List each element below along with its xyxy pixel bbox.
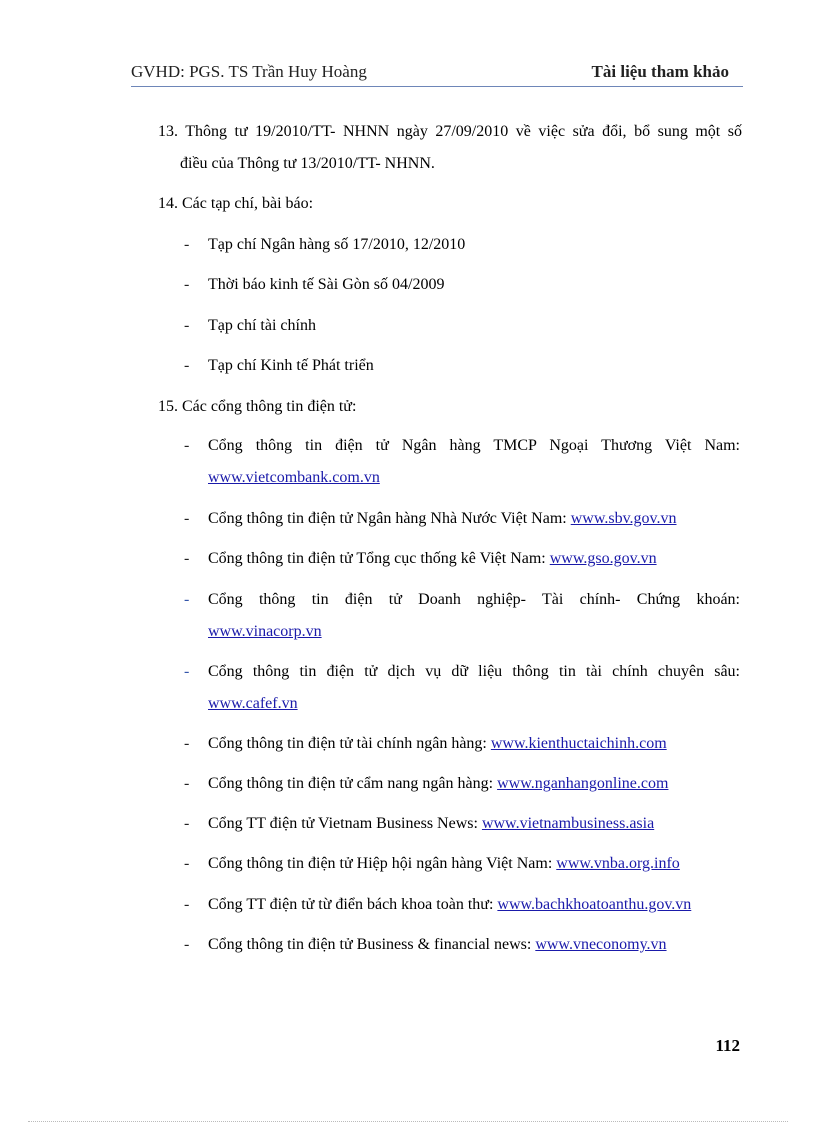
- reference-item-14: [158, 194, 742, 214]
- bullet-text: Tạp chí Ngân hàng số 17/2010, 12/2010: [208, 236, 466, 253]
- item-15-label: 15. Các cổng thông tin điện tử:: [158, 398, 357, 415]
- bullet-text: Cổng TT điện tử từ điển bách khoa toàn thư:: [208, 896, 498, 913]
- bullet-dash: -: [184, 855, 190, 872]
- page-number: 112: [715, 1036, 740, 1055]
- website-link[interactable]: www.sbv.gov.vn: [570, 510, 677, 527]
- bullet-text: Tạp chí tài chính: [208, 317, 316, 334]
- bullet-text: Cổng thông tin điện tử Ngân hàng Nhà Nước Việt Nam:: [208, 510, 571, 527]
- bullet-dash: -: [184, 510, 190, 527]
- bullet-dash: -: [184, 236, 190, 253]
- reference-item-13: [158, 122, 742, 174]
- page-header: [131, 58, 743, 87]
- item-13-line-1: 13. Thông tư 19/2010/TT- NHNN ngày 27/09/2010 về việc sửa đổi, bổ sung một số: [158, 123, 742, 140]
- website-link[interactable]: www.vietnambusiness.asia: [481, 815, 655, 832]
- reference-item-15: [158, 397, 742, 417]
- website-link[interactable]: www.vietcombank.com.vn: [208, 469, 380, 486]
- header-advisor: GVHD: PGS. TS Trần Huy Hoàng: [131, 62, 367, 81]
- bullet-dash: -: [184, 276, 190, 293]
- bullet-text: Cổng thông tin điện tử Ngân hàng TMCP Ngoại Thương Việt Nam:: [208, 437, 740, 454]
- bullet-dash: -: [184, 936, 190, 953]
- website-link[interactable]: www.kienthuctaichinh.com: [490, 735, 667, 752]
- bullet-text: Cổng thông tin điện tử Hiệp hội ngân hàng Việt Nam:: [208, 855, 557, 872]
- website-link[interactable]: www.gso.gov.vn: [549, 550, 657, 567]
- bullet-dash: -: [184, 550, 190, 567]
- header-section-title: Tài liệu tham khảo: [591, 62, 729, 81]
- bullet-text: Cổng thông tin điện tử cẩm nang ngân hàng:: [208, 775, 498, 792]
- bullet-dash: -: [184, 896, 190, 913]
- bullet-dash: -: [184, 591, 190, 608]
- website-link[interactable]: www.vinacorp.vn: [208, 623, 322, 640]
- bullet-text: Cổng thông tin điện tử Business & financial news:: [208, 936, 536, 953]
- website-link[interactable]: www.cafef.vn: [208, 695, 298, 712]
- bullet-dash: -: [184, 317, 190, 334]
- bullet-dash: -: [184, 815, 190, 832]
- website-link[interactable]: www.vnba.org.info: [556, 855, 680, 872]
- bullet-dash: -: [184, 775, 190, 792]
- bullet-dash: -: [184, 735, 190, 752]
- website-link[interactable]: www.nganhangonline.com: [497, 775, 669, 792]
- bullet-text: Cổng thông tin điện tử dịch vụ dữ liệu thông tin tài chính chuyên sâu:: [208, 663, 740, 680]
- bullet-dash: -: [184, 437, 190, 454]
- item-13-line-2: điều của Thông tư 13/2010/TT- NHNN.: [180, 155, 435, 172]
- bullet-text: Cổng thông tin điện tử tài chính ngân hàng:: [208, 735, 491, 752]
- bullet-text: Cổng TT điện tử Vietnam Business News:: [208, 815, 482, 832]
- bullet-text: Tạp chí Kinh tế Phát triển: [208, 357, 374, 374]
- item-14-label: 14. Các tạp chí, bài báo:: [158, 195, 314, 212]
- bullet-text: Cổng thông tin điện tử Doanh nghiệp- Tài chính- Chứng khoán:: [208, 591, 740, 608]
- bullet-text: Thời báo kinh tế Sài Gòn số 04/2009: [208, 276, 445, 293]
- bullet-text: Cổng thông tin điện tử Tổng cục thống kê Việt Nam:: [208, 550, 550, 567]
- bullet-dash: -: [184, 357, 190, 374]
- bullet-dash: -: [184, 663, 190, 680]
- website-link[interactable]: www.bachkhoatoanthu.gov.vn: [497, 896, 692, 913]
- website-link[interactable]: www.vneconomy.vn: [535, 936, 667, 953]
